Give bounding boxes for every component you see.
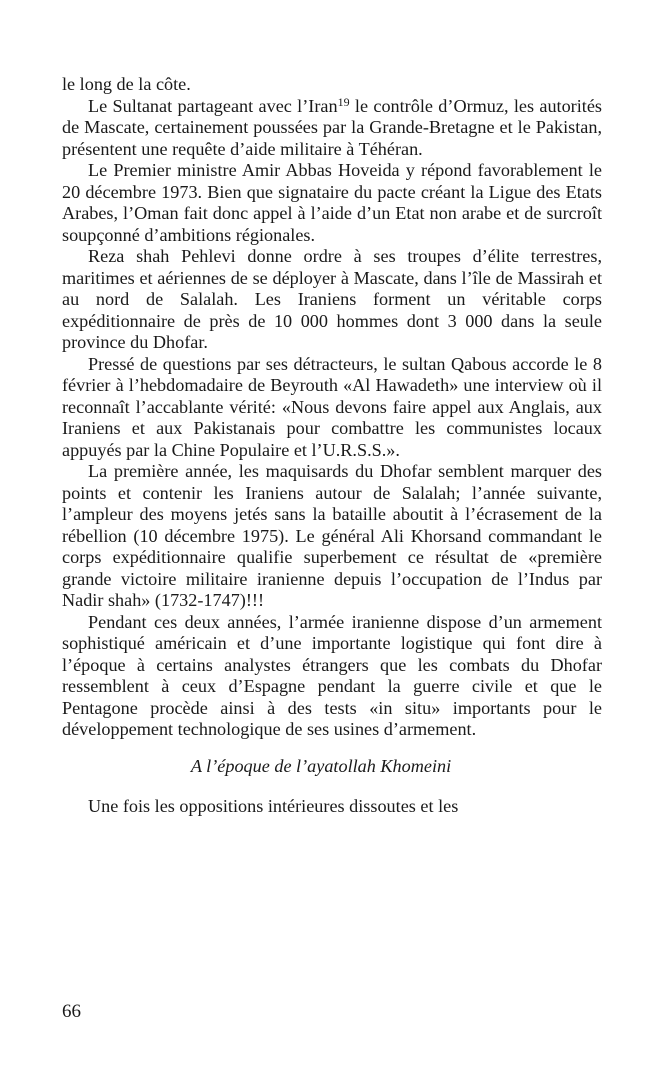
footnote-marker: 19 <box>337 94 350 109</box>
paragraph-continuation: le long de la côte. <box>62 74 191 94</box>
paragraph-dhofar: La première année, les maquisards du Dhofar semblent marquer des points et contenir les Iraniens autour de Salalah; l’année suivante, l’ampleur des moyens jetés sans la bataille aboutit à l’écrasement de la rébellion (10 décembre 1975). Le général Ali Khorsand commandant le corps expéditionnaire qualifie superbement ce résultat de «première grande victoire militaire iranienne depuis l’occupation de l’Indus par Nadir shah» (1732-1747)!!! <box>62 461 602 610</box>
paragraph-hoveida: Le Premier ministre Amir Abbas Hoveida y répond favorablement le 20 décembre 1973. Bien que signataire du pacte créant la Ligue des Etats Arabes, l’Oman fait donc appel à l’aide d’un Etat non arabe et de surcroît soupçonné d’ambitions régionales. <box>62 160 602 245</box>
page-number: 66 <box>62 1001 81 1022</box>
paragraph-armement: Pendant ces deux années, l’armée iranienne dispose d’un armement sophistiqué américain et d’une importante logistique qui font dire à l’époque à certains analystes étrangers que les combats du Dhofar ressemblent à ceux d’Espagne pendant la guerre civile et que le Pentagone procède ainsi à des tests «in situ» importants pour le développement technologique de ses usines d’armement. <box>62 611 602 739</box>
paragraph-reza-shah: Reza shah Pehlevi donne ordre à ses troupes d’élite terrestres, maritimes et aériennes de se déployer à Mascate, dans l’île de Massirah et au nord de Salalah. Les Iraniens forment un véritable corps expéditionnaire de près de 10 000 hommes dont 3 000 dans la seule province du Dhofar. <box>62 246 602 352</box>
paragraph-sultanat <box>62 96 602 161</box>
paragraph-text: le contrôle d’Ormuz, les autorités de Mascate, certainement poussées par la Grande-Bretagne et le Pakistan, présentent une requête d’aide militaire à Téhéran. <box>62 95 602 159</box>
paragraph-text: Le Sultanat partageant avec l’Iran <box>88 95 338 116</box>
paragraph-oppositions: Une fois les oppositions intérieures dissoutes et les <box>88 795 459 816</box>
page-body <box>62 74 602 817</box>
section-heading: A l’époque de l’ayatollah Khomeini <box>190 755 452 776</box>
paragraph-qabous: Pressé de questions par ses détracteurs, le sultan Qabous accorde le 8 février à l’hebdomadaire de Beyrouth «Al Hawadeth» une interview où il reconnaît l’accablante vérité: «Nous devons faire appel aux Anglais, aux Iraniens et aux Pakistanais pour combattre les communistes locaux appuyés par la Chine Populaire et l’U.R.S.S.». <box>62 353 602 460</box>
